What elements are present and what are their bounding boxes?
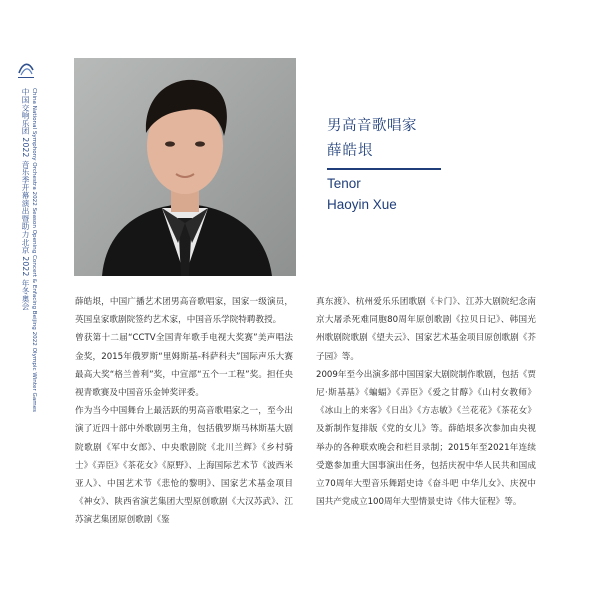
bio-paragraph: 真东渡》、杭州爱乐乐团歌剧《卡门》、江苏大剧院纪念南京大屠杀死难同胞80周年原创歌剧《拉贝日记》、韩国光州歌剧院歌剧《望夫云》、国家艺术基金项目原创歌剧《芥子园》等。 [316,297,536,362]
bio-column-right [316,293,536,511]
bio-paragraph: 薛皓垠，中国广播艺术团男高音歌唱家，国家一级演员，英国皇家歌剧院签约艺术家，中国音乐学院特聘教授。 [75,297,293,326]
bio-paragraph: 曾获第十二届“CCTV全国青年歌手电视大奖赛”美声唱法金奖，2015年俄罗斯“里姆斯基-科萨科夫”国际声乐大赛最高大奖“格兰普利”奖，中宣部“五个一工程”奖。担任央视青歌赛及中国音乐金钟奖评委。 [75,333,293,399]
bio-column-left [75,293,293,530]
sidebar-title-en: China National Symphony Orchestra 2022 Season Opening Concert & Enfacing Beijing 2022 Olympic Winter Games [31,88,37,413]
bio-paragraph: 2009年至今出演多部中国国家大剧院制作歌剧，包括《贾尼·斯基基》《蝙蝠》《弄臣》《爱之甘醇》《山村女教师》《冰山上的来客》《日出》《方志敏》《兰花花》《茶花女》及新制作复排版《党的女儿》等。薛皓垠多次参加由央视举办的各种联欢晚会和栏目录制；2015年至2021年连续受邀参加重大国事演出任务，包括庆祝中华人民共和国成立70周年大型音乐舞蹈史诗《奋斗吧 中华儿女》、庆祝中国共产党成立100周年大型情景史诗《伟大征程》等。 [316,369,536,508]
sidebar-title-cn: 中国交响乐团 2022 音乐季开幕演出暨助力北京 2022 年冬奥会 [21,88,30,311]
name-en: Haoyin Xue [327,197,397,212]
title-divider [327,168,441,170]
bio-paragraph: 作为当今中国舞台上最活跃的男高音歌唱家之一，至今出演了近四十部中外歌剧男主角，包括俄罗斯马林斯基大剧院歌剧《军中女郎》、中央歌剧院《北川兰辉》《乡村骑士》《弄臣》《茶花女》《原野》、上海国际艺术节《波西米亚人》、中国艺术节《悲怆的黎明》、国家艺术基金项目《神女》、陕西省演艺集团大型原创歌剧《大汉苏武》、江苏演艺集团原创歌剧《鉴 [75,406,293,526]
name-cn: 薛皓垠 [327,143,374,159]
role-cn: 男高音歌唱家 [327,118,417,134]
role-en: Tenor [327,176,361,191]
orchestra-logo-icon [15,58,37,80]
title-block [327,114,441,212]
portrait-photo [74,58,296,276]
